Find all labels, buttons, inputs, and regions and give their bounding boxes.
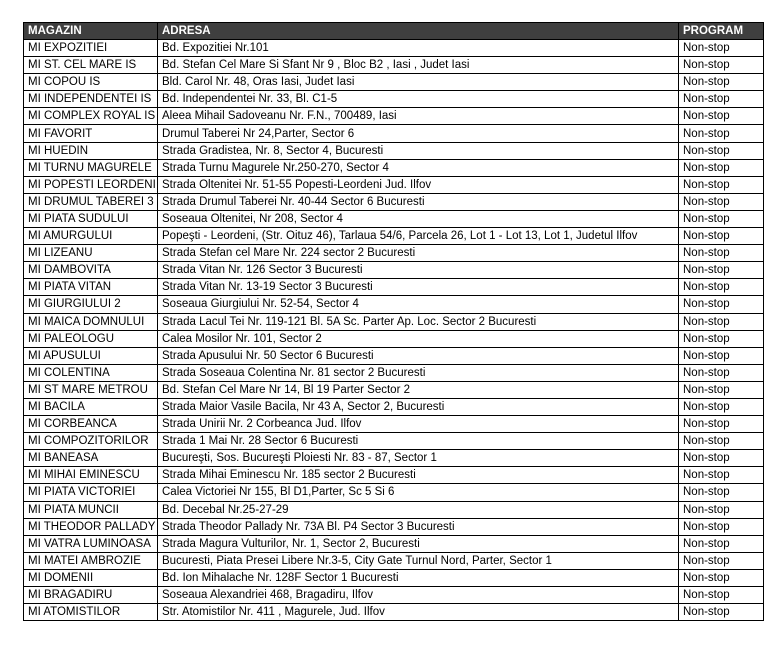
header-adresa: ADRESA — [158, 23, 679, 40]
table-row — [24, 228, 764, 245]
header-program: PROGRAM — [679, 23, 764, 40]
schedule-cell: Non-stop — [679, 40, 764, 57]
schedule-cell: Non-stop — [679, 296, 764, 313]
table-row — [24, 108, 764, 125]
store-name-cell: MI COMPOZITORILOR — [24, 433, 158, 450]
schedule-cell: Non-stop — [679, 484, 764, 501]
table-body — [24, 40, 764, 621]
table-row — [24, 210, 764, 227]
table-row — [24, 57, 764, 74]
schedule-cell: Non-stop — [679, 193, 764, 210]
store-name-cell: MI ATOMISTILOR — [24, 604, 158, 621]
schedule-cell: Non-stop — [679, 535, 764, 552]
schedule-cell: Non-stop — [679, 245, 764, 262]
address-cell: Bd. Stefan Cel Mare Si Sfant Nr 9 , Bloc B2 , Iasi , Judet Iasi — [158, 57, 679, 74]
table-row — [24, 364, 764, 381]
table-row — [24, 535, 764, 552]
table-row — [24, 450, 764, 467]
address-cell: Bd. Stefan Cel Mare Nr 14, Bl 19 Parter Sector 2 — [158, 381, 679, 398]
table-row — [24, 604, 764, 621]
table-row — [24, 330, 764, 347]
schedule-cell: Non-stop — [679, 313, 764, 330]
table-row — [24, 552, 764, 569]
address-cell: Bd. Expozitiei Nr.101 — [158, 40, 679, 57]
store-name-cell: MI THEODOR PALLADY — [24, 518, 158, 535]
table-row — [24, 587, 764, 604]
address-cell: Strada Stefan cel Mare Nr. 224 sector 2 Bucuresti — [158, 245, 679, 262]
schedule-cell: Non-stop — [679, 552, 764, 569]
schedule-cell: Non-stop — [679, 108, 764, 125]
store-name-cell: MI LIZEANU — [24, 245, 158, 262]
address-cell: Strada Gradistea, Nr. 8, Sector 4, Bucuresti — [158, 142, 679, 159]
address-cell: Strada Turnu Magurele Nr.250-270, Sector 4 — [158, 159, 679, 176]
address-cell: Strada Magura Vulturilor, Nr. 1, Sector 2, Bucuresti — [158, 535, 679, 552]
table-row — [24, 313, 764, 330]
address-cell: Strada Theodor Pallady Nr. 73A Bl. P4 Sector 3 Bucuresti — [158, 518, 679, 535]
store-name-cell: MI AMURGULUI — [24, 228, 158, 245]
store-name-cell: MI BACILA — [24, 398, 158, 415]
table-row — [24, 433, 764, 450]
store-name-cell: MI POPESTI LEORDENI — [24, 176, 158, 193]
schedule-cell: Non-stop — [679, 262, 764, 279]
table-row — [24, 40, 764, 57]
schedule-cell: Non-stop — [679, 228, 764, 245]
table-row — [24, 279, 764, 296]
table-row — [24, 347, 764, 364]
address-cell: Soseaua Alexandriei 468, Bragadiru, Ilfov — [158, 587, 679, 604]
store-name-cell: MI ST MARE METROU — [24, 381, 158, 398]
table-row — [24, 518, 764, 535]
address-cell: Strada Maior Vasile Bacila, Nr 43 A, Sector 2, Bucuresti — [158, 398, 679, 415]
table-row — [24, 262, 764, 279]
store-name-cell: MI PIATA VICTORIEI — [24, 484, 158, 501]
store-name-cell: MI DOMENII — [24, 569, 158, 586]
table-row — [24, 245, 764, 262]
address-cell: Strada Oltenitei Nr. 51-55 Popesti-Leordeni Jud. Ilfov — [158, 176, 679, 193]
table-row — [24, 296, 764, 313]
store-name-cell: MI PIATA SUDULUI — [24, 210, 158, 227]
address-cell: Strada Vitan Nr. 13-19 Sector 3 Bucuresti — [158, 279, 679, 296]
table-row — [24, 501, 764, 518]
table-row — [24, 381, 764, 398]
schedule-cell: Non-stop — [679, 433, 764, 450]
table-row — [24, 159, 764, 176]
address-cell: Bucuresti, Piata Presei Libere Nr.3-5, City Gate Turnul Nord, Parter, Sector 1 — [158, 552, 679, 569]
header-magazin: MAGAZIN — [24, 23, 158, 40]
address-cell: Strada Soseaua Colentina Nr. 81 sector 2 Bucuresti — [158, 364, 679, 381]
store-name-cell: MI CORBEANCA — [24, 416, 158, 433]
address-cell: Bucureşti, Sos. Bucureşti Ploiesti Nr. 83 - 87, Sector 1 — [158, 450, 679, 467]
store-list-sheet — [23, 22, 744, 621]
address-cell: Bld. Carol Nr. 48, Oras Iasi, Judet Iasi — [158, 74, 679, 91]
schedule-cell: Non-stop — [679, 91, 764, 108]
schedule-cell: Non-stop — [679, 125, 764, 142]
schedule-cell: Non-stop — [679, 604, 764, 621]
schedule-cell: Non-stop — [679, 587, 764, 604]
table-row — [24, 125, 764, 142]
schedule-cell: Non-stop — [679, 450, 764, 467]
table-row — [24, 91, 764, 108]
table-row — [24, 193, 764, 210]
store-name-cell: MI MIHAI EMINESCU — [24, 467, 158, 484]
store-name-cell: MI COPOU IS — [24, 74, 158, 91]
schedule-cell: Non-stop — [679, 142, 764, 159]
schedule-cell: Non-stop — [679, 176, 764, 193]
store-name-cell: MI DAMBOVITA — [24, 262, 158, 279]
address-cell: Strada Apusului Nr. 50 Sector 6 Bucuresti — [158, 347, 679, 364]
store-name-cell: MI PIATA VITAN — [24, 279, 158, 296]
address-cell: Bd. Decebal Nr.25-27-29 — [158, 501, 679, 518]
table-row — [24, 416, 764, 433]
schedule-cell: Non-stop — [679, 159, 764, 176]
address-cell: Drumul Taberei Nr 24,Parter, Sector 6 — [158, 125, 679, 142]
schedule-cell: Non-stop — [679, 210, 764, 227]
store-name-cell: MI TURNU MAGURELE — [24, 159, 158, 176]
header-row — [24, 23, 764, 40]
address-cell: Calea Mosilor Nr. 101, Sector 2 — [158, 330, 679, 347]
schedule-cell: Non-stop — [679, 57, 764, 74]
store-name-cell: MI PIATA MUNCII — [24, 501, 158, 518]
address-cell: Str. Atomistilor Nr. 411 , Magurele, Jud. Ilfov — [158, 604, 679, 621]
address-cell: Calea Victoriei Nr 155, Bl D1,Parter, Sc 5 Si 6 — [158, 484, 679, 501]
address-cell: Strada Mihai Eminescu Nr. 185 sector 2 Bucuresti — [158, 467, 679, 484]
address-cell: Soseaua Oltenitei, Nr 208, Sector 4 — [158, 210, 679, 227]
address-cell: Strada Unirii Nr. 2 Corbeanca Jud. Ilfov — [158, 416, 679, 433]
address-cell: Bd. Independentei Nr. 33, Bl. C1-5 — [158, 91, 679, 108]
schedule-cell: Non-stop — [679, 398, 764, 415]
address-cell: Strada Lacul Tei Nr. 119-121 Bl. 5A Sc. Parter Ap. Loc. Sector 2 Bucuresti — [158, 313, 679, 330]
store-name-cell: MI MATEI AMBROZIE — [24, 552, 158, 569]
table-row — [24, 467, 764, 484]
schedule-cell: Non-stop — [679, 416, 764, 433]
address-cell: Strada Vitan Nr. 126 Sector 3 Bucuresti — [158, 262, 679, 279]
store-name-cell: MI COMPLEX ROYAL IS — [24, 108, 158, 125]
store-name-cell: MI INDEPENDENTEI IS — [24, 91, 158, 108]
address-cell: Popeşti - Leordeni, (Str. Oituz 46), Tarlaua 54/6, Parcela 26, Lot 1 - Lot 13, Lot 1, Judetul Ilfov — [158, 228, 679, 245]
store-name-cell: MI EXPOZITIEI — [24, 40, 158, 57]
store-table — [23, 22, 764, 621]
address-cell: Aleea Mihail Sadoveanu Nr. F.N., 700489, Iasi — [158, 108, 679, 125]
schedule-cell: Non-stop — [679, 364, 764, 381]
store-name-cell: MI HUEDIN — [24, 142, 158, 159]
schedule-cell: Non-stop — [679, 330, 764, 347]
store-name-cell: MI DRUMUL TABEREI 3 — [24, 193, 158, 210]
address-cell: Strada 1 Mai Nr. 28 Sector 6 Bucuresti — [158, 433, 679, 450]
schedule-cell: Non-stop — [679, 501, 764, 518]
address-cell: Strada Drumul Taberei Nr. 40-44 Sector 6 Bucuresti — [158, 193, 679, 210]
store-name-cell: MI FAVORIT — [24, 125, 158, 142]
schedule-cell: Non-stop — [679, 467, 764, 484]
table-row — [24, 142, 764, 159]
store-name-cell: MI APUSULUI — [24, 347, 158, 364]
schedule-cell: Non-stop — [679, 569, 764, 586]
store-name-cell: MI VATRA LUMINOASA — [24, 535, 158, 552]
schedule-cell: Non-stop — [679, 518, 764, 535]
schedule-cell: Non-stop — [679, 74, 764, 91]
table-row — [24, 74, 764, 91]
table-row — [24, 398, 764, 415]
store-name-cell: MI PALEOLOGU — [24, 330, 158, 347]
store-name-cell: MI BANEASA — [24, 450, 158, 467]
store-name-cell: MI MAICA DOMNULUI — [24, 313, 158, 330]
address-cell: Soseaua Giurgiului Nr. 52-54, Sector 4 — [158, 296, 679, 313]
table-row — [24, 176, 764, 193]
store-name-cell: MI ST. CEL MARE IS — [24, 57, 158, 74]
store-name-cell: MI COLENTINA — [24, 364, 158, 381]
store-name-cell: MI GIURGIULUI 2 — [24, 296, 158, 313]
schedule-cell: Non-stop — [679, 347, 764, 364]
address-cell: Bd. Ion Mihalache Nr. 128F Sector 1 Bucuresti — [158, 569, 679, 586]
store-name-cell: MI BRAGADIRU — [24, 587, 158, 604]
table-row — [24, 484, 764, 501]
schedule-cell: Non-stop — [679, 279, 764, 296]
schedule-cell: Non-stop — [679, 381, 764, 398]
table-row — [24, 569, 764, 586]
